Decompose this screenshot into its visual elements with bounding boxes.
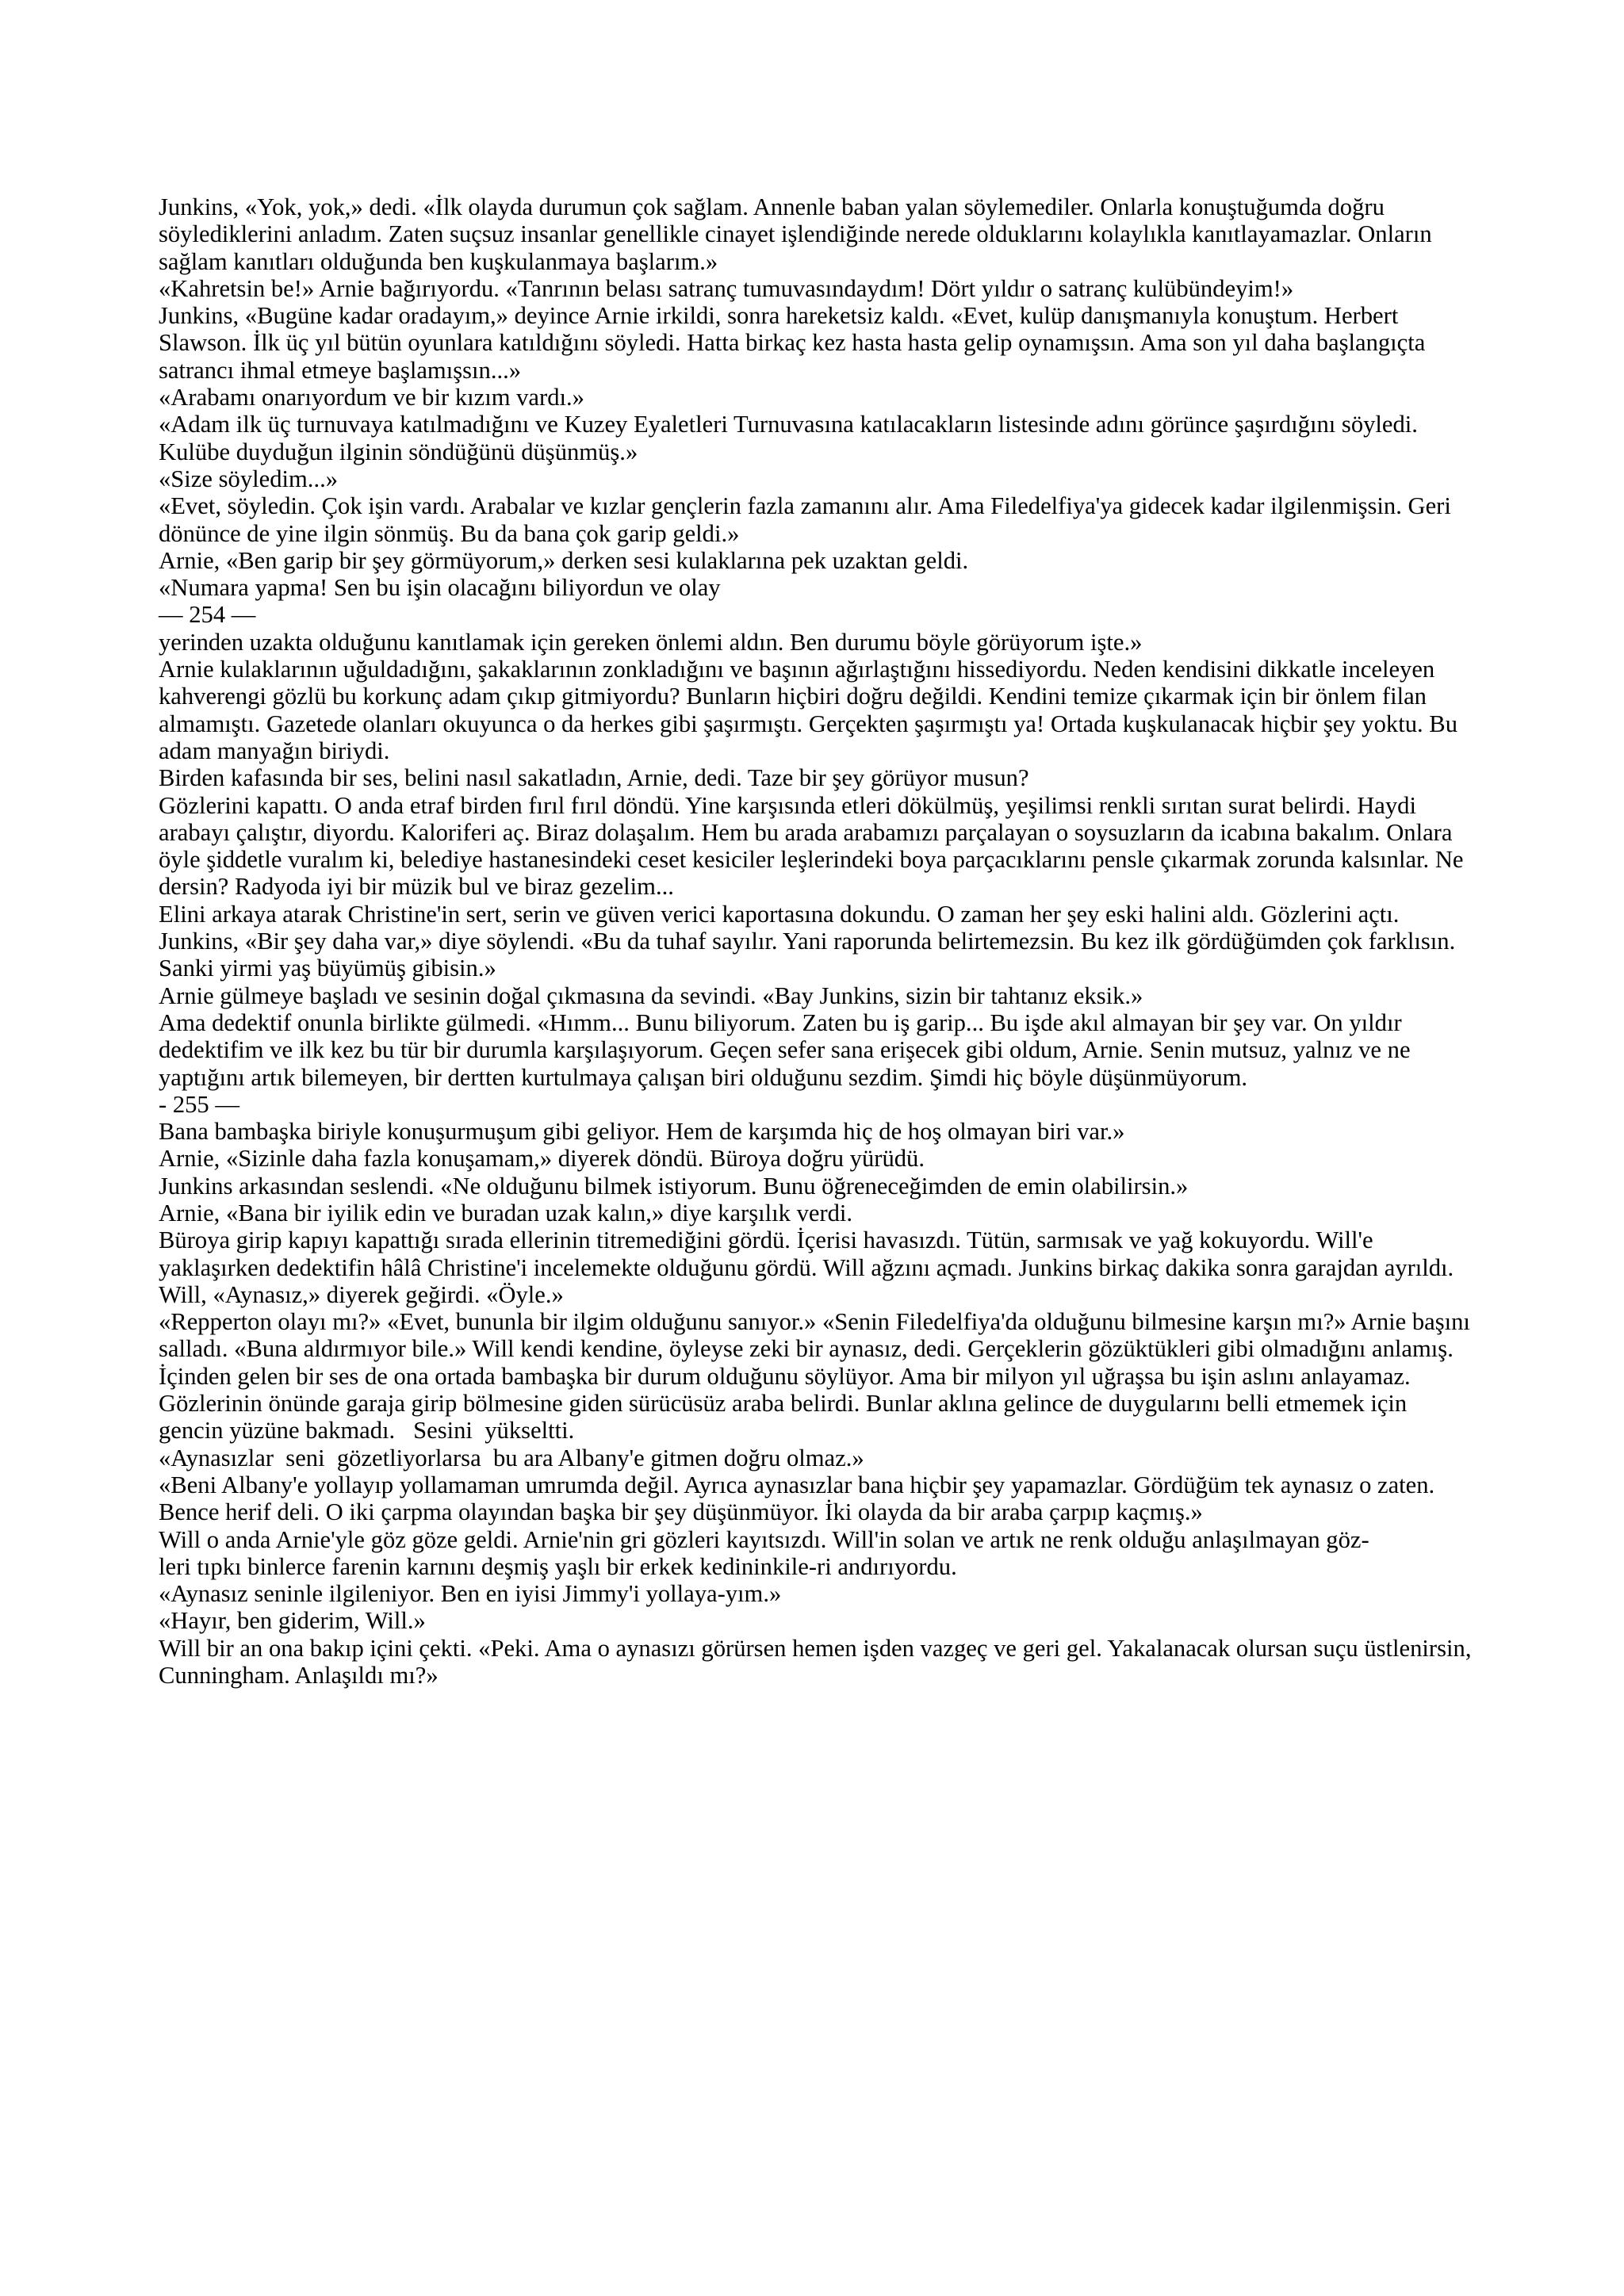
paragraph: Junkins, «Bir şey daha var,» diye söylendi. «Bu da tuhaf sayılır. Yani raporunda belirtemezsin. Bu kez ilk gördüğümden çok farklısın. Sanki yirmi yaş büyümüş gibisin.» <box>159 928 1461 982</box>
paragraph: Will, «Aynasız,» diyerek geğirdi. «Öyle.» <box>159 1280 564 1308</box>
paragraph: «Aynasız seninle ilgileniyor. Ben en iyisi Jimmy'i yollaya-yım.» <box>159 1580 782 1608</box>
paragraph: Arnie gülmeye başladı ve sesinin doğal çıkmasına da sevindi. «Bay Junkins, sizin bir tahtanız eksik.» <box>159 982 1143 1009</box>
paragraph: Junkins, «Yok, yok,» dedi. «İlk olayda durumun çok sağlam. Annenle baban yalan söylemediler. Onlarla konuştuğumda doğru söylediklerini anladım. Zaten suçsuz insanlar genellikle cinayet işlendiğinde nerede olduklarını kolaylıkla kanıtlayamazlar. Onların sağlam kanıtları olduğunda ben kuşkulanmaya başlarım.» <box>159 193 1438 275</box>
paragraph: yerinden uzakta olduğunu kanıtlamak için gereken önlemi aldın. Ben durumu böyle görüyorum işte.» <box>159 628 1143 656</box>
paragraph: «Adam ilk üç turnuvaya katılmadığını ve Kuzey Eyaletleri Turnuvasına katılacakların listesinde adını görünce şaşırdığını söyledi. Kulübe duyduğun ilginin söndüğünü düşünmüş.» <box>159 411 1424 465</box>
paragraph: «Repperton olayı mı?» «Evet, bununla bir ilgim olduğunu sanıyor.» «Senin Filedelfiya'da olduğunu bilmesine karşın mı?» Arnie başını salladı. «Buna aldırmıyor bile.» Will kendi kendine, öyleyse zeki bir aynasız, dedi. Gerçeklerin gözüktükleri gibi olmadığını anlamış. İçinden gelen bir ses de ona ortada bambaşka bir durum olduğunu söylüyor. Ama bir milyon yıl uğraşsa bu işin aslını anlayamaz. Gözlerinin önünde garaja girip bölmesine giden sürücüsüz araba belirdi. Bunlar aklına gelince de duygularını belli etmemek için gencin yüzüne bakmadı. Sesini yükseltti. <box>159 1308 1477 1445</box>
paragraph: «Evet, söyledin. Çok işin vardı. Arabalar ve kızlar gençlerin fazla zamanını alır. Ama Filedelfiya'ya gidecek kadar ilgilenmişsin. Geri dönünce de yine ilgin sönmüş. Bu da bana çok garip geldi.» <box>159 492 1457 547</box>
paragraph: Junkins arkasından seslendi. «Ne olduğunu bilmek istiyorum. Bunu öğreneceğimden de emin olabilirsin.» <box>159 1172 1189 1200</box>
document-page <box>159 193 1478 1689</box>
paragraph: «Beni Albany'e yollayıp yollamaman umrumda değil. Ayrıca aynasızlar bana hiçbir şey yapamazlar. Gördüğüm tek aynasız o zaten. Bence herif deli. O iki çarpma olayından başka bir şey düşünmüyor. İki olayda da bir araba çarpıp kaçmış.» <box>159 1471 1441 1526</box>
paragraph: Gözlerini kapattı. O anda etraf birden fırıl fırıl döndü. Yine karşısında etleri dökülmüş, yeşilimsi renkli sırıtan surat belirdi. Haydi arabayı çalıştır, diyordu. Kaloriferi aç. Biraz dolaşalım. Hem bu arada arabamızı parçalayan o soysuzların da icabına bakalım. Onlara öyle şiddetle vuralım ki, belediye hastanesindeki ceset kesiciler leşlerindeki boya parçacıklarını pensle çıkarmak zorunda kalsınlar. Ne dersin? Radyoda iyi bir müzik bul ve biraz gezelim... <box>159 791 1470 901</box>
page-number: - 255 — <box>159 1090 239 1118</box>
paragraph: Ama dedektif onunla birlikte gülmedi. «Hımm... Bunu biliyorum. Zaten bu iş garip... Bu işde akıl almayan bir şey var. On yıldır dedektifim ve ilk kez bu tür bir durumla karşılaşıyorum. Geçen sefer sana erişecek gibi oldum, Arnie. Senin mutsuz, yalnız ve ne yaptığını artık bilemeyen, bir dertten kurtulmaya çalışan biri olduğunu sezdim. Şimdi hiç böyle düşünmüyorum. <box>159 1008 1417 1091</box>
paragraph: Arnie, «Bana bir iyilik edin ve buradan uzak kalın,» diye karşılık verdi. <box>159 1199 853 1226</box>
page-number: — 254 — <box>159 601 256 629</box>
paragraph: leri tıpkı binlerce farenin karnını deşmiş yaşlı bir erkek kedininkile-ri andırıyordu. <box>159 1552 957 1580</box>
paragraph: «Numara yapma! Sen bu işin olacağını biliyordun ve olay <box>159 574 721 602</box>
paragraph: «Size söyledim...» <box>159 465 339 492</box>
paragraph: «Kahretsin be!» Arnie bağırıyordu. «Tanrının belası satranç tumuvasındaydım! Dört yıldır o satranç kulübündeyim!» <box>159 274 1294 302</box>
paragraph: Arnie kulaklarının uğuldadığını, şakaklarının zonkladığını ve başının ağırlaştığını hissediyordu. Neden kendisini dikkatle inceleyen kahverengi gözlü bu korkunç adam çıkıp gitmiyordu? Bunların hiçbiri doğru değildi. Kendini temize çıkarmak için bir önlem filan almamıştı. Gazetede olanları okuyunca o da herkes gibi şaşırmıştı. Gerçekten şaşırmıştı ya! Ortada kuşkulanacak hiçbir şey yoktu. Bu adam manyağın biriydi. <box>159 656 1464 764</box>
paragraph: Will bir an ona bakıp içini çekti. «Peki. Ama o aynasızı görürsen hemen işden vazgeç ve geri gel. Yakalanacak olursan suçu üstlenirsin, Cunningham. Anlaşıldı mı?» <box>159 1634 1478 1689</box>
paragraph: «Aynasızlar seni gözetliyorlarsa bu ara Albany'e gitmen doğru olmaz.» <box>159 1444 864 1471</box>
paragraph: Arnie, «Ben garip bir şey görmüyorum,» derken sesi kulaklarına pek uzaktan geldi. <box>159 546 969 574</box>
paragraph: Junkins, «Bugüne kadar oradayım,» deyince Arnie irkildi, sonra hareketsiz kaldı. «Evet, kulüp danışmanıyla konuştum. Herbert Slawson. İlk üç yıl bütün oyunlara katıldığını söyledi. Hatta birkaç kez hasta hasta gelip oynamışsın. Ama son yıl daha başlangıçta satrancı ihmal etmeye başlamışsın...» <box>159 302 1431 384</box>
paragraph: Birden kafasında bir ses, belini nasıl sakatladın, Arnie, dedi. Taze bir şey görüyor musun? <box>159 764 1029 792</box>
paragraph: Will o anda Arnie'yle göz göze geldi. Arnie'nin gri gözleri kayıtsızdı. Will'in solan ve artık ne renk olduğu anlaşılmayan göz- <box>159 1525 1369 1553</box>
paragraph: «Hayır, ben giderim, Will.» <box>159 1607 426 1635</box>
paragraph: Elini arkaya atarak Christine'in sert, serin ve güven verici kaportasına dokundu. O zaman her şey eski halini aldı. Gözlerini açtı. <box>159 900 1400 928</box>
paragraph: «Arabamı onarıyordum ve bir kızım vardı.» <box>159 384 584 411</box>
paragraph: Büroya girip kapıyı kapattığı sırada ellerinin titremediğini gördü. İçerisi havasızdı. Tütün, sarmısak ve yağ kokuyordu. Will'e yaklaşırken dedektifin hâlâ Christine'i incelemekte olduğunu gördü. Will ağzını açmadı. Junkins birkaç dakika sonra garajdan ayrıldı. <box>159 1226 1454 1281</box>
paragraph: Bana bambaşka biriyle konuşurmuşum gibi geliyor. Hem de karşımda hiç de hoş olmayan biri var.» <box>159 1118 1125 1146</box>
paragraph: Arnie, «Sizinle daha fazla konuşamam,» diyerek döndü. Büroya doğru yürüdü. <box>159 1145 925 1173</box>
